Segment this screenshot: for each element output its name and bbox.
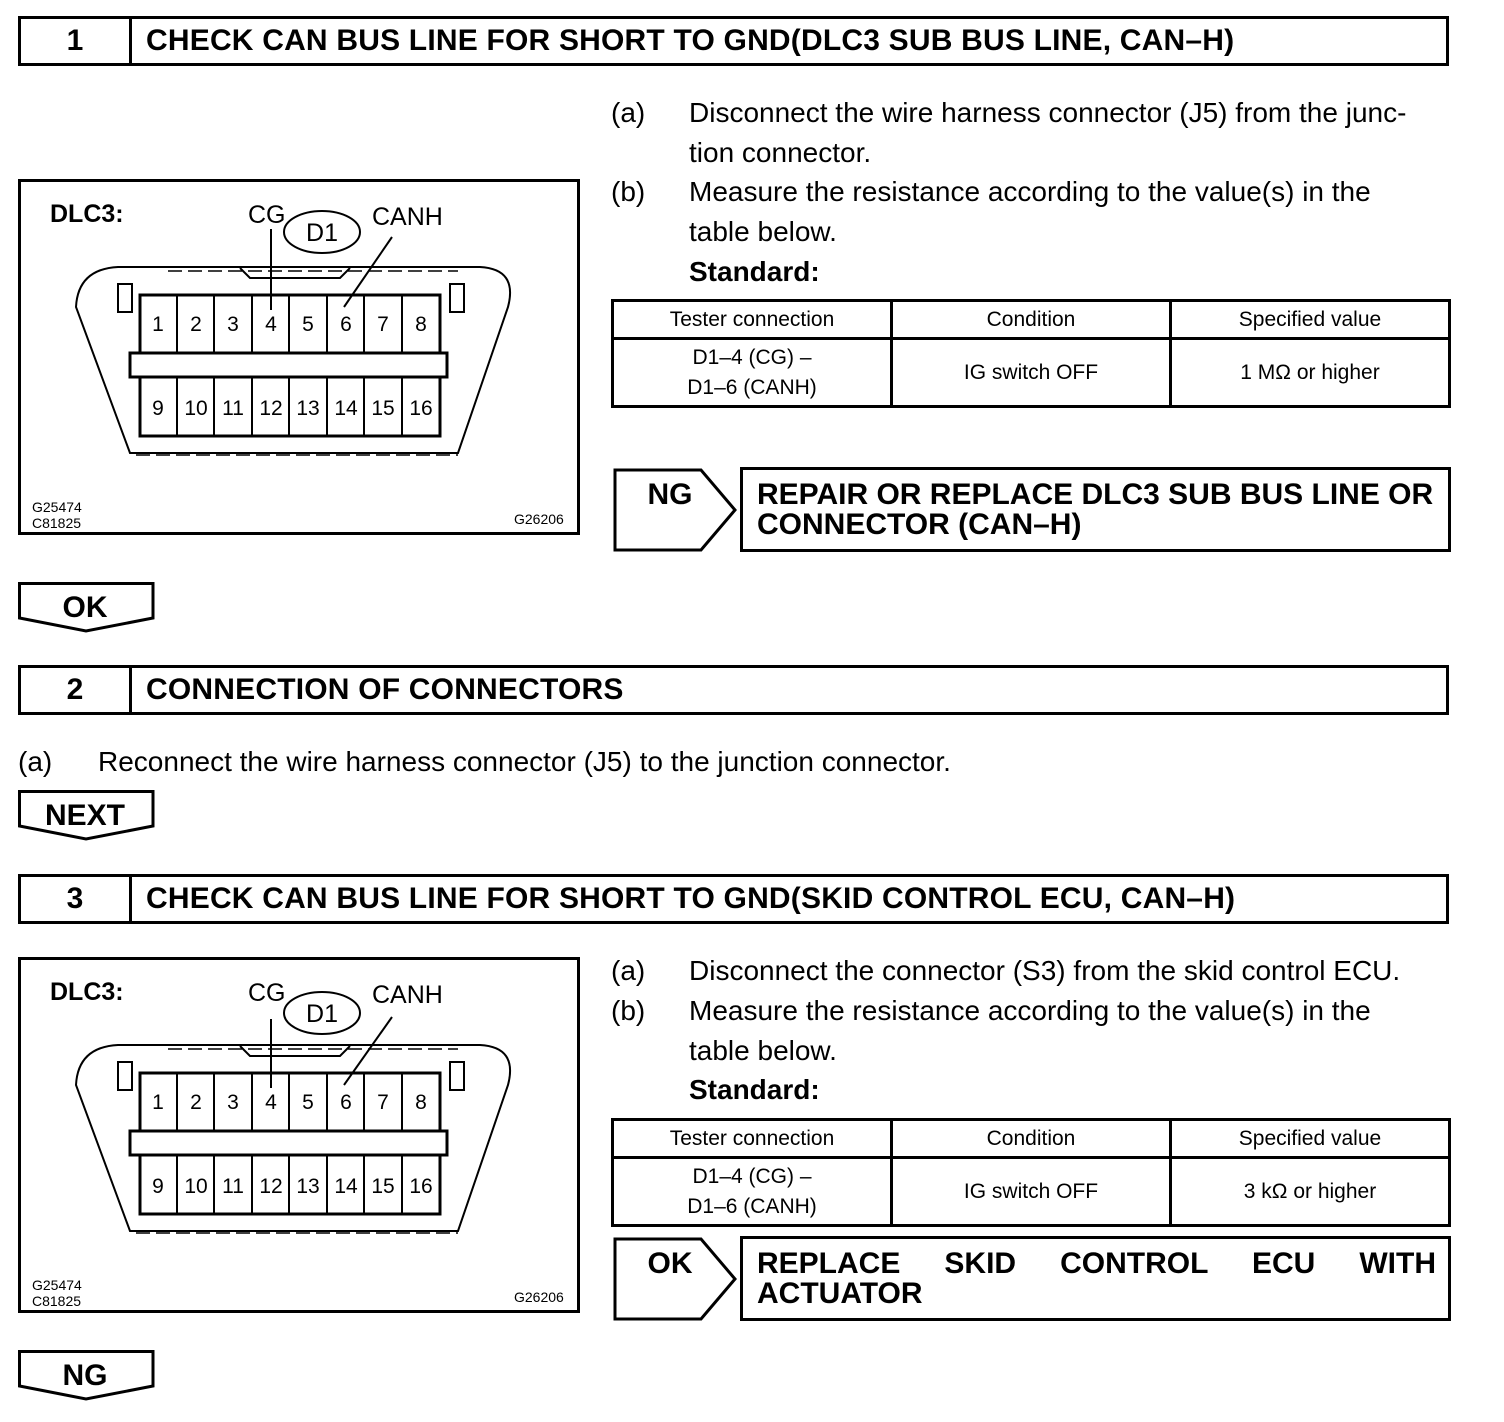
next-label: NEXT <box>44 799 125 832</box>
pin-1: 1 <box>152 1091 164 1114</box>
spec-table <box>611 299 1451 408</box>
instruction-text: Measure the resistance according to the value(s) in the table below. <box>689 995 1371 1066</box>
table-cell-condition: IG switch OFF <box>892 1158 1171 1226</box>
canh-label: CANH <box>372 981 443 1009</box>
step-2-header <box>18 665 1449 715</box>
result-line-2: CONNECTOR (CAN–H) <box>757 508 1082 541</box>
ok-label: OK <box>62 591 108 624</box>
pin-11: 11 <box>222 1175 244 1198</box>
instruction-text: Reconnect the wire harness connector (J5) to the junction connector. <box>98 746 951 777</box>
pin-8: 8 <box>415 313 427 336</box>
pin-8: 8 <box>415 1091 427 1114</box>
pin-4: 4 <box>265 1091 277 1114</box>
pin-2: 2 <box>190 313 202 336</box>
pin-4: 4 <box>265 313 277 336</box>
figure-code: C81825 <box>32 1293 82 1309</box>
pin-3: 3 <box>227 313 239 336</box>
table-header: Condition <box>892 301 1171 339</box>
figure-code: G25474 <box>32 499 82 515</box>
step-title: CHECK CAN BUS LINE FOR SHORT TO GND(SKID CONTROL ECU, CAN–H) <box>146 882 1236 915</box>
pin-7: 7 <box>377 1091 389 1114</box>
pin-12: 12 <box>259 397 283 420</box>
pin-3: 3 <box>227 1091 239 1114</box>
table-header: Specified value <box>1171 1120 1450 1158</box>
step-number: 2 <box>21 668 132 712</box>
instruction-label: (a) <box>611 955 646 986</box>
pin-15: 15 <box>371 1175 395 1198</box>
pin-10: 10 <box>184 1175 208 1198</box>
step-number: 1 <box>21 19 132 63</box>
standard-label: Standard: <box>689 1074 820 1105</box>
spec-table <box>611 1118 1451 1227</box>
table-cell-connection: D1–4 (CG) – D1–6 (CANH) <box>613 1158 892 1226</box>
pin-6: 6 <box>340 313 352 336</box>
pin-1: 1 <box>152 313 164 336</box>
pin-14: 14 <box>334 397 358 420</box>
instruction-label: (b) <box>611 995 646 1026</box>
pin-14: 14 <box>334 1175 358 1198</box>
instruction-text: Disconnect the wire harness connector (J5) from the junc- tion connector. <box>689 97 1407 168</box>
pin-5: 5 <box>302 313 314 336</box>
instruction-b <box>611 991 1451 1071</box>
instruction-a <box>18 742 1418 782</box>
dlc3-label: DLC3: <box>50 978 124 1006</box>
instruction-text: Disconnect the connector (S3) from the skid control ECU. <box>689 955 1401 986</box>
canh-label: CANH <box>372 203 443 231</box>
table-header: Condition <box>892 1120 1171 1158</box>
pin-13: 13 <box>296 397 320 420</box>
instruction-label: (b) <box>611 176 646 207</box>
table-header: Tester connection <box>613 301 892 339</box>
dlc3-connector-diagram <box>18 179 580 535</box>
pin-5: 5 <box>302 1091 314 1114</box>
figure-code: G26206 <box>514 1289 564 1305</box>
table-header: Tester connection <box>613 1120 892 1158</box>
ok-result-box <box>740 1236 1451 1321</box>
step-number: 3 <box>21 877 132 921</box>
d1-label: D1 <box>306 219 338 247</box>
figure-code: G25474 <box>32 1277 82 1293</box>
d1-label: D1 <box>306 1000 338 1028</box>
dlc3-connector-diagram <box>18 957 580 1313</box>
pin-12: 12 <box>259 1175 283 1198</box>
figure-code: G26206 <box>514 511 564 527</box>
table-cell-condition: IG switch OFF <box>892 339 1171 407</box>
instruction-a <box>611 93 1451 173</box>
table-header: Specified value <box>1171 301 1450 339</box>
pin-9: 9 <box>152 1175 164 1198</box>
instruction-b <box>611 172 1451 252</box>
pin-16: 16 <box>409 397 433 420</box>
pin-13: 13 <box>296 1175 320 1198</box>
ok-label: OK <box>647 1247 693 1280</box>
cg-label: CG <box>248 979 286 1007</box>
instruction-label: (a) <box>18 746 53 777</box>
figure-code: C81825 <box>32 515 82 531</box>
step-1-header <box>18 16 1449 66</box>
pin-11: 11 <box>222 397 244 420</box>
pin-10: 10 <box>184 397 208 420</box>
table-cell-value: 3 kΩ or higher <box>1171 1158 1450 1226</box>
ng-result-box <box>740 467 1451 552</box>
instruction-a <box>611 951 1451 991</box>
result-line-1: REPLACE SKID CONTROL ECU WITH <box>757 1247 1436 1280</box>
step-title: CONNECTION OF CONNECTORS <box>146 673 624 706</box>
result-line-1: REPAIR OR REPLACE DLC3 SUB BUS LINE OR <box>757 478 1434 511</box>
step-title: CHECK CAN BUS LINE FOR SHORT TO GND(DLC3 SUB BUS LINE, CAN–H) <box>146 24 1235 57</box>
instruction-text: Measure the resistance according to the value(s) in the table below. <box>689 176 1371 247</box>
step-3-header <box>18 874 1449 924</box>
pin-6: 6 <box>340 1091 352 1114</box>
pin-2: 2 <box>190 1091 202 1114</box>
table-cell-connection: D1–4 (CG) – D1–6 (CANH) <box>613 339 892 407</box>
ng-label: NG <box>62 1359 108 1392</box>
standard-label: Standard: <box>689 256 820 287</box>
dlc3-label: DLC3: <box>50 200 124 228</box>
instruction-label: (a) <box>611 97 646 128</box>
pin-9: 9 <box>152 397 164 420</box>
pin-16: 16 <box>409 1175 433 1198</box>
pin-15: 15 <box>371 397 395 420</box>
table-cell-value: 1 MΩ or higher <box>1171 339 1450 407</box>
pin-7: 7 <box>377 313 389 336</box>
cg-label: CG <box>248 201 286 229</box>
result-line-2: ACTUATOR <box>757 1277 923 1310</box>
ng-label: NG <box>647 478 693 511</box>
